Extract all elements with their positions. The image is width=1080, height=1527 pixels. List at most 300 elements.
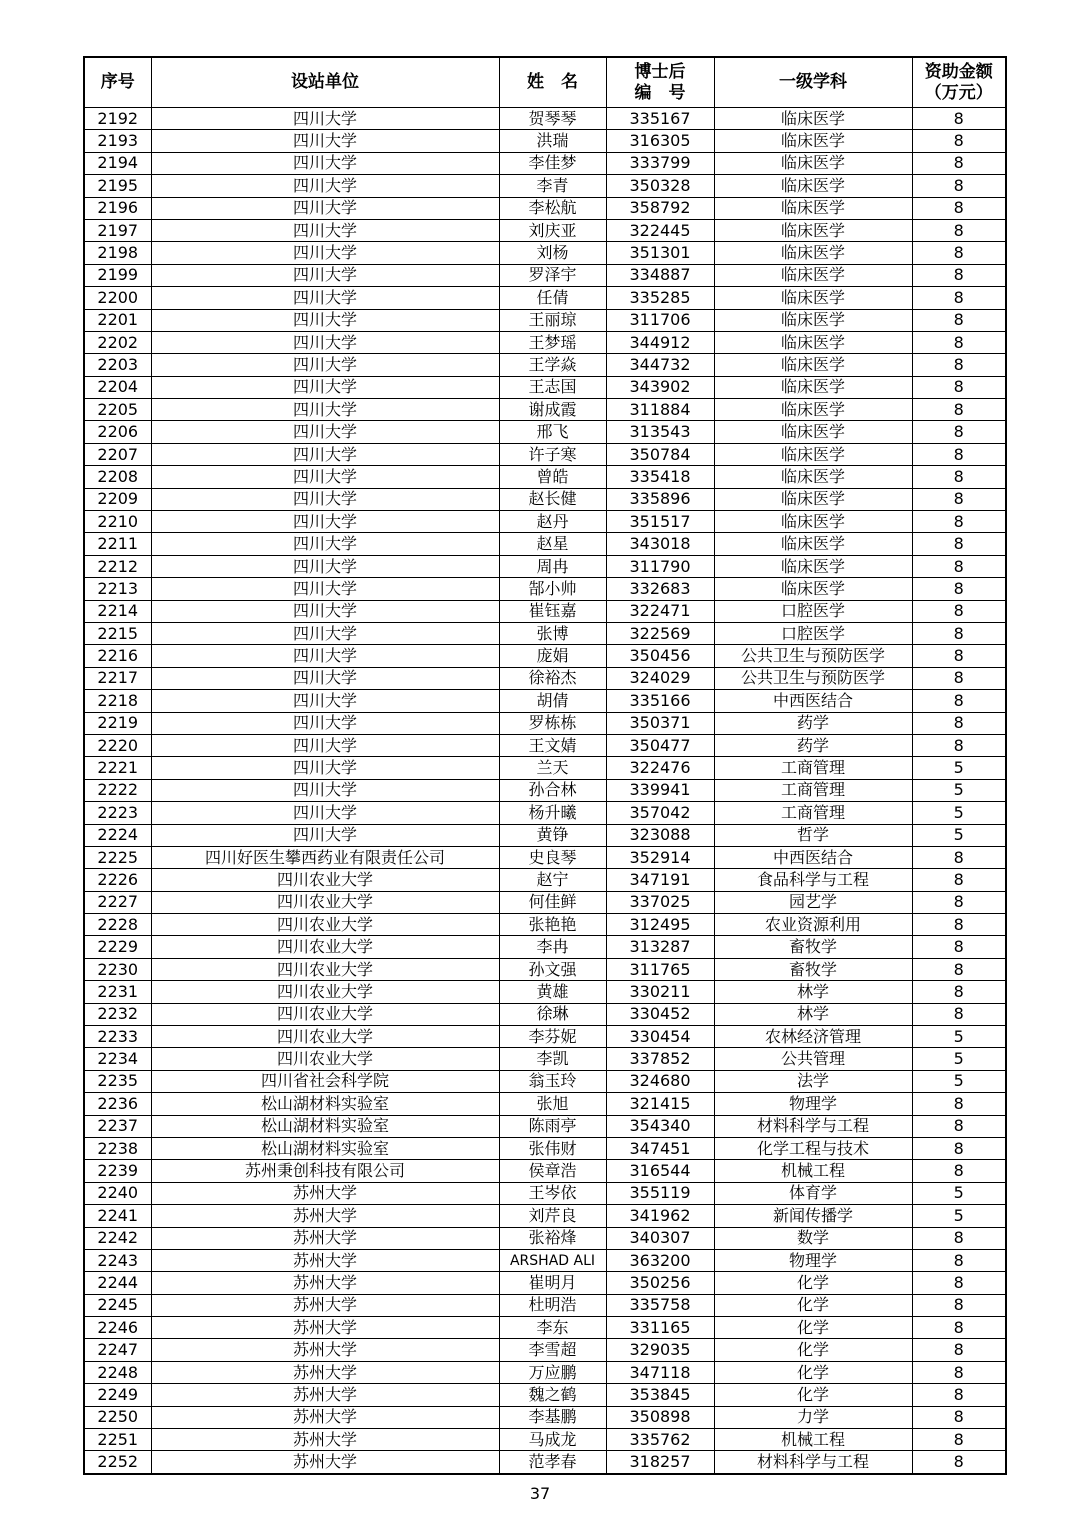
cell-discipline: 物理学 [714,1249,912,1271]
cell-seq: 2211 [84,533,151,555]
table-row [84,645,1006,667]
cell-name: 刘杨 [499,242,606,264]
cell-seq: 2192 [84,108,151,130]
cell-postdoc-id: 313287 [606,936,714,958]
cell-unit: 四川农业大学 [151,936,499,958]
table-row [84,958,1006,980]
cell-name: 谢成霞 [499,399,606,421]
table-row [84,712,1006,734]
cell-unit: 苏州秉创科技有限公司 [151,1160,499,1182]
cell-amount: 5 [912,802,1006,824]
cell-seq: 2207 [84,443,151,465]
cell-seq: 2205 [84,399,151,421]
cell-discipline: 临床医学 [714,331,912,353]
table-row [84,1070,1006,1092]
cell-unit: 苏州大学 [151,1406,499,1428]
table-row [84,779,1006,801]
cell-discipline: 临床医学 [714,130,912,152]
cell-unit: 四川农业大学 [151,914,499,936]
cell-amount: 8 [912,175,1006,197]
cell-discipline: 中西医结合 [714,690,912,712]
cell-name: 史良琴 [499,846,606,868]
cell-amount: 8 [912,152,1006,174]
table-row [84,622,1006,644]
cell-postdoc-id: 347118 [606,1361,714,1383]
cell-discipline: 口腔医学 [714,622,912,644]
cell-postdoc-id: 332683 [606,578,714,600]
cell-unit: 四川大学 [151,108,499,130]
cell-name: 赵丹 [499,511,606,533]
cell-amount: 8 [912,1115,1006,1137]
cell-unit: 松山湖材料实验室 [151,1115,499,1137]
table-row [84,1249,1006,1271]
table-row [84,1115,1006,1137]
cell-postdoc-id: 318257 [606,1451,714,1474]
cell-seq: 2242 [84,1227,151,1249]
table-row [84,309,1006,331]
cell-discipline: 临床医学 [714,287,912,309]
cell-name: 张博 [499,622,606,644]
table-header-row [84,57,1006,108]
cell-seq: 2232 [84,1003,151,1025]
cell-discipline: 材料科学与工程 [714,1451,912,1474]
cell-postdoc-id: 322569 [606,622,714,644]
cell-unit: 四川大学 [151,466,499,488]
cell-seq: 2246 [84,1317,151,1339]
cell-unit: 四川大学 [151,533,499,555]
cell-name: 徐琳 [499,1003,606,1025]
funding-table [83,56,1007,1475]
cell-unit: 苏州大学 [151,1294,499,1316]
cell-unit: 四川大学 [151,824,499,846]
cell-name: 马成龙 [499,1429,606,1451]
table-row [84,578,1006,600]
cell-amount: 8 [912,1003,1006,1025]
table-row [84,175,1006,197]
cell-amount: 8 [912,130,1006,152]
cell-unit: 苏州大学 [151,1272,499,1294]
cell-postdoc-id: 363200 [606,1249,714,1271]
cell-seq: 2250 [84,1406,151,1428]
cell-name: 郜小帅 [499,578,606,600]
cell-seq: 2252 [84,1451,151,1474]
cell-name: 李冉 [499,936,606,958]
table-row [84,130,1006,152]
cell-seq: 2214 [84,600,151,622]
cell-unit: 四川大学 [151,488,499,510]
cell-seq: 2248 [84,1361,151,1383]
cell-amount: 8 [912,578,1006,600]
cell-seq: 2231 [84,981,151,1003]
cell-amount: 8 [912,1406,1006,1428]
cell-seq: 2240 [84,1182,151,1204]
table-row [84,264,1006,286]
table-row [84,802,1006,824]
cell-amount: 5 [912,1070,1006,1092]
cell-seq: 2215 [84,622,151,644]
table-row [84,488,1006,510]
cell-name: 贺琴琴 [499,108,606,130]
cell-postdoc-id: 311706 [606,309,714,331]
cell-discipline: 物理学 [714,1093,912,1115]
cell-amount: 8 [912,981,1006,1003]
cell-discipline: 临床医学 [714,376,912,398]
cell-unit: 四川大学 [151,399,499,421]
cell-amount: 8 [912,421,1006,443]
cell-name: 黄雄 [499,981,606,1003]
cell-postdoc-id: 324029 [606,667,714,689]
cell-amount: 8 [912,1384,1006,1406]
cell-amount: 8 [912,555,1006,577]
cell-name: 刘庆亚 [499,219,606,241]
cell-amount: 8 [912,533,1006,555]
cell-seq: 2235 [84,1070,151,1092]
cell-postdoc-id: 322471 [606,600,714,622]
cell-unit: 苏州大学 [151,1227,499,1249]
cell-discipline: 化学 [714,1361,912,1383]
cell-seq: 2225 [84,846,151,868]
table-row [84,690,1006,712]
cell-postdoc-id: 352914 [606,846,714,868]
cell-discipline: 公共卫生与预防医学 [714,667,912,689]
table-row [84,1294,1006,1316]
table-row [84,1272,1006,1294]
cell-postdoc-id: 339941 [606,779,714,801]
cell-unit: 苏州大学 [151,1339,499,1361]
cell-discipline: 临床医学 [714,242,912,264]
header-amount-line2: （万元） [924,82,993,103]
cell-amount: 5 [912,1048,1006,1070]
cell-postdoc-id: 335762 [606,1429,714,1451]
cell-seq: 2212 [84,555,151,577]
cell-discipline: 临床医学 [714,175,912,197]
cell-name: 王丽琼 [499,309,606,331]
cell-amount: 8 [912,264,1006,286]
cell-discipline: 园艺学 [714,891,912,913]
table-row [84,1317,1006,1339]
cell-discipline: 临床医学 [714,354,912,376]
cell-discipline: 工商管理 [714,779,912,801]
cell-name: 赵长健 [499,488,606,510]
cell-unit: 四川大学 [151,645,499,667]
cell-seq: 2245 [84,1294,151,1316]
cell-unit: 四川农业大学 [151,958,499,980]
cell-amount: 8 [912,1451,1006,1474]
cell-seq: 2219 [84,712,151,734]
cell-discipline: 化学 [714,1294,912,1316]
cell-name: 李雪超 [499,1339,606,1361]
cell-postdoc-id: 357042 [606,802,714,824]
cell-unit: 苏州大学 [151,1361,499,1383]
cell-amount: 5 [912,779,1006,801]
header-postdoc-id-line1: 博士后 [634,62,686,83]
cell-postdoc-id: 334887 [606,264,714,286]
cell-unit: 四川大学 [151,242,499,264]
table-row [84,376,1006,398]
cell-unit: 四川大学 [151,734,499,756]
cell-postdoc-id: 350898 [606,1406,714,1428]
cell-amount: 5 [912,1182,1006,1204]
cell-name: 李青 [499,175,606,197]
cell-amount: 8 [912,667,1006,689]
cell-unit: 苏州大学 [151,1317,499,1339]
cell-name: 翁玉玲 [499,1070,606,1092]
cell-amount: 8 [912,219,1006,241]
cell-postdoc-id: 335285 [606,287,714,309]
cell-discipline: 临床医学 [714,108,912,130]
cell-unit: 四川省社会科学院 [151,1070,499,1092]
cell-discipline: 工商管理 [714,802,912,824]
cell-name: 杨升曦 [499,802,606,824]
cell-name: 崔明月 [499,1272,606,1294]
cell-amount: 8 [912,622,1006,644]
cell-amount: 8 [912,1272,1006,1294]
table-row [84,757,1006,779]
cell-discipline: 农林经济管理 [714,1026,912,1048]
cell-seq: 2243 [84,1249,151,1271]
table-row [84,1361,1006,1383]
cell-amount: 8 [912,1227,1006,1249]
cell-discipline: 数学 [714,1227,912,1249]
cell-unit: 四川农业大学 [151,891,499,913]
cell-unit: 四川大学 [151,757,499,779]
cell-name: 魏之鹤 [499,1384,606,1406]
cell-name: 李芬妮 [499,1026,606,1048]
cell-name: 李佳梦 [499,152,606,174]
cell-seq: 2202 [84,331,151,353]
cell-discipline: 临床医学 [714,197,912,219]
cell-name: 洪瑞 [499,130,606,152]
cell-seq: 2239 [84,1160,151,1182]
cell-discipline: 临床医学 [714,264,912,286]
cell-seq: 2213 [84,578,151,600]
table-row [84,1339,1006,1361]
header-unit: 设站单位 [151,57,499,108]
cell-unit: 四川大学 [151,175,499,197]
cell-seq: 2251 [84,1429,151,1451]
table-row [84,219,1006,241]
header-discipline: 一级学科 [714,57,912,108]
cell-amount: 8 [912,1317,1006,1339]
cell-unit: 苏州大学 [151,1182,499,1204]
cell-seq: 2222 [84,779,151,801]
cell-name: 邢飞 [499,421,606,443]
cell-name: 兰天 [499,757,606,779]
cell-postdoc-id: 340307 [606,1227,714,1249]
table-row [84,1227,1006,1249]
cell-postdoc-id: 323088 [606,824,714,846]
cell-discipline: 临床医学 [714,578,912,600]
cell-unit: 四川大学 [151,376,499,398]
cell-postdoc-id: 330452 [606,1003,714,1025]
cell-seq: 2198 [84,242,151,264]
cell-unit: 四川好医生攀西药业有限责任公司 [151,846,499,868]
cell-postdoc-id: 350784 [606,443,714,465]
cell-name: 何佳鲜 [499,891,606,913]
cell-discipline: 体育学 [714,1182,912,1204]
cell-amount: 8 [912,936,1006,958]
table-row [84,443,1006,465]
cell-seq: 2194 [84,152,151,174]
cell-unit: 四川大学 [151,779,499,801]
cell-name: 曾皓 [499,466,606,488]
cell-amount: 5 [912,1205,1006,1227]
cell-postdoc-id: 333799 [606,152,714,174]
cell-name: 任倩 [499,287,606,309]
cell-postdoc-id: 351301 [606,242,714,264]
header-postdoc-id-line2: 编 号 [634,82,686,103]
cell-unit: 四川农业大学 [151,1003,499,1025]
cell-discipline: 畜牧学 [714,936,912,958]
cell-seq: 2224 [84,824,151,846]
cell-amount: 8 [912,108,1006,130]
cell-seq: 2244 [84,1272,151,1294]
header-amount-line1: 资助金额 [924,62,993,83]
header-postdoc-id [606,57,714,108]
cell-seq: 2206 [84,421,151,443]
cell-postdoc-id: 355119 [606,1182,714,1204]
cell-postdoc-id: 335166 [606,690,714,712]
cell-amount: 8 [912,242,1006,264]
cell-postdoc-id: 341962 [606,1205,714,1227]
cell-amount: 8 [912,914,1006,936]
table-row [84,824,1006,846]
cell-seq: 2218 [84,690,151,712]
cell-postdoc-id: 343018 [606,533,714,555]
cell-name: 孙文强 [499,958,606,980]
cell-amount: 8 [912,958,1006,980]
cell-unit: 四川大学 [151,443,499,465]
cell-amount: 8 [912,443,1006,465]
cell-seq: 2197 [84,219,151,241]
table-row [84,869,1006,891]
cell-amount: 8 [912,1294,1006,1316]
cell-amount: 8 [912,600,1006,622]
cell-postdoc-id: 347191 [606,869,714,891]
cell-postdoc-id: 350456 [606,645,714,667]
cell-name: 罗泽宇 [499,264,606,286]
cell-name: 胡倩 [499,690,606,712]
cell-seq: 2227 [84,891,151,913]
table-row [84,152,1006,174]
cell-amount: 8 [912,1361,1006,1383]
cell-amount: 8 [912,712,1006,734]
cell-discipline: 临床医学 [714,555,912,577]
table-row [84,354,1006,376]
table-row [84,1451,1006,1474]
cell-seq: 2233 [84,1026,151,1048]
cell-name: 王文婧 [499,734,606,756]
table-row [84,891,1006,913]
cell-amount: 8 [912,287,1006,309]
cell-seq: 2203 [84,354,151,376]
cell-seq: 2195 [84,175,151,197]
cell-amount: 5 [912,1026,1006,1048]
cell-postdoc-id: 335758 [606,1294,714,1316]
cell-name: 王学焱 [499,354,606,376]
cell-seq: 2223 [84,802,151,824]
cell-postdoc-id: 337852 [606,1048,714,1070]
cell-discipline: 化学 [714,1317,912,1339]
cell-unit: 四川农业大学 [151,1026,499,1048]
cell-seq: 2217 [84,667,151,689]
cell-postdoc-id: 311765 [606,958,714,980]
cell-postdoc-id: 335418 [606,466,714,488]
cell-discipline: 临床医学 [714,511,912,533]
header-amount [912,57,1006,108]
table-row [84,331,1006,353]
cell-discipline: 哲学 [714,824,912,846]
cell-name: 李东 [499,1317,606,1339]
cell-unit: 四川大学 [151,578,499,600]
cell-name: 徐裕杰 [499,667,606,689]
cell-name: 刘芹良 [499,1205,606,1227]
cell-name: 庞娟 [499,645,606,667]
cell-seq: 2226 [84,869,151,891]
cell-unit: 苏州大学 [151,1249,499,1271]
cell-name: 万应鹏 [499,1361,606,1383]
cell-postdoc-id: 316305 [606,130,714,152]
header-seq: 序号 [84,57,151,108]
cell-seq: 2200 [84,287,151,309]
cell-unit: 苏州大学 [151,1205,499,1227]
cell-postdoc-id: 351517 [606,511,714,533]
cell-amount: 5 [912,757,1006,779]
cell-discipline: 临床医学 [714,399,912,421]
cell-discipline: 公共卫生与预防医学 [714,645,912,667]
cell-seq: 2236 [84,1093,151,1115]
table-row [84,1429,1006,1451]
cell-amount: 8 [912,690,1006,712]
cell-unit: 四川大学 [151,690,499,712]
cell-unit: 四川大学 [151,802,499,824]
cell-amount: 8 [912,376,1006,398]
cell-unit: 四川大学 [151,264,499,286]
cell-discipline: 力学 [714,1406,912,1428]
cell-seq: 2193 [84,130,151,152]
cell-name: 周冉 [499,555,606,577]
table-row [84,981,1006,1003]
cell-name: 罗栋栋 [499,712,606,734]
cell-discipline: 法学 [714,1070,912,1092]
cell-discipline: 材料科学与工程 [714,1115,912,1137]
cell-unit: 松山湖材料实验室 [151,1093,499,1115]
cell-amount: 8 [912,1093,1006,1115]
cell-amount: 8 [912,869,1006,891]
table-row [84,533,1006,555]
cell-discipline: 机械工程 [714,1429,912,1451]
cell-discipline: 机械工程 [714,1160,912,1182]
cell-name: 陈雨亭 [499,1115,606,1137]
cell-name: 崔钰嘉 [499,600,606,622]
cell-postdoc-id: 311884 [606,399,714,421]
cell-discipline: 畜牧学 [714,958,912,980]
cell-discipline: 临床医学 [714,219,912,241]
cell-unit: 四川大学 [151,354,499,376]
cell-seq: 2199 [84,264,151,286]
cell-discipline: 公共管理 [714,1048,912,1070]
cell-discipline: 药学 [714,712,912,734]
table-row [84,914,1006,936]
table-row [84,1384,1006,1406]
cell-postdoc-id: 350371 [606,712,714,734]
cell-unit: 四川大学 [151,511,499,533]
table-row [84,287,1006,309]
cell-name: 范孝春 [499,1451,606,1474]
cell-discipline: 临床医学 [714,309,912,331]
table-body [84,108,1006,1474]
cell-unit: 四川大学 [151,152,499,174]
